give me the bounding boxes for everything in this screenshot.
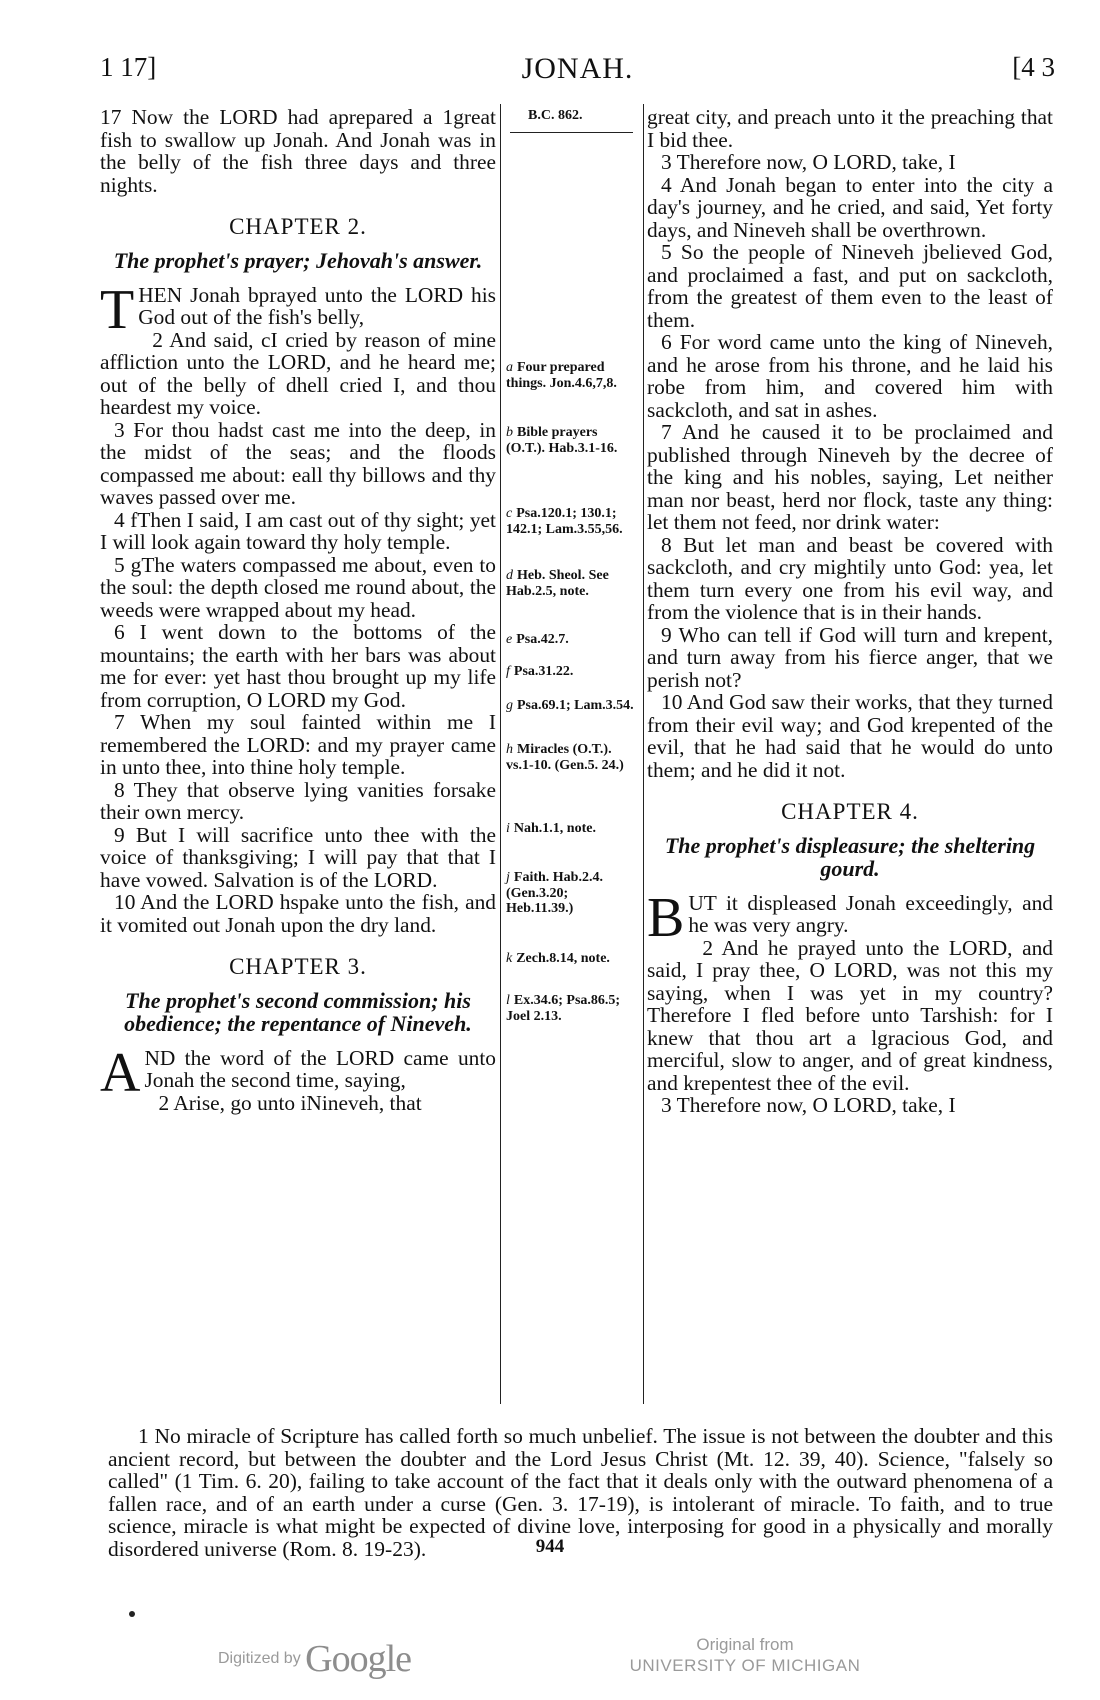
verse-4-1: BUT it displeased Jonah exceedingly, and he was very angry.	[647, 886, 1053, 949]
verse-3-6: 6 For word came unto the king of Nineveh, and he arose from his throne, and he laid his robe from him, and covered him with sackcloth, and sat in ashes.	[647, 330, 1053, 422]
date-note: B.C. 862.	[528, 108, 583, 123]
margin-note-h: h Miracles (O.T.). vs.1-10. (Gen.5. 24.)	[506, 742, 624, 773]
chapter-3-heading: CHAPTER 3.	[229, 954, 367, 979]
verse-2-5: 5 gThe waters compassed me about, even to the soul: the depth closed me round about, the weeds were wrapped about my head.	[100, 552, 496, 622]
verse-2-10: 10 And the LORD hspake unto the fish, and it vomited out Jonah upon the dry land.	[100, 890, 496, 937]
margin-note-k: k Zech.8.14, note.	[506, 951, 610, 966]
original-from-watermark	[625, 1634, 865, 1676]
verse-2-7: 7 When my soul fainted within me I remembered the LORD: and my prayer came in unto thee, into thine holy temple.	[100, 710, 496, 779]
university-text: UNIVERSITY OF MICHIGAN	[629, 1656, 861, 1675]
margin-note-e: e Psa.42.7.	[506, 632, 569, 647]
chapter-2-heading: CHAPTER 2.	[229, 214, 367, 239]
verse-4-2: 2 And he prayed unto the LORD, and said, I pray thee, O LORD, was not this my saying, when I was yet in my country? Therefore I fled before unto Tarshish: for I knew that thou art a lgracious God, and merciful, slow to anger, and of great kindness, and krepentest thee of the evil.	[647, 935, 1053, 1095]
margin-note-a: a Four prepared things. Jon.4.6,7,8.	[506, 360, 617, 391]
verse-3-3: 3 Therefore now, O LORD, take, I	[661, 150, 956, 174]
header-reference-right: [4 3	[1012, 52, 1055, 82]
stray-mark	[129, 1611, 135, 1617]
right-text-column	[647, 106, 1053, 1117]
verse-2-1: THEN Jonah bprayed unto the LORD his God out of the fish's belly,	[100, 278, 496, 341]
google-logo: Google	[305, 1638, 412, 1680]
verse-3-2-end: great city, and preach unto it the preaching that I bid thee.	[647, 105, 1053, 152]
header-reference-left: 1 17]	[100, 52, 157, 82]
chapter-2-summary: The prophet's prayer; Jehovah's answer.	[113, 247, 483, 273]
page-title: JONAH.	[521, 52, 634, 85]
margin-note-l: l Ex.34.6; Psa.86.5; Joel 2.13.	[506, 993, 621, 1024]
chapter-4-heading: CHAPTER 4.	[781, 799, 919, 824]
margin-note-f: f Psa.31.22.	[506, 664, 574, 679]
verse-1-17: 17 Now the LORD had aprepared a 1great fish to swallow up Jonah. And Jonah was in the belly of the fish three days and three nights.	[100, 105, 496, 197]
verse-3-1: AND the word of the LORD came unto Jonah the second time, saying,	[100, 1041, 496, 1104]
original-from-text: Original from	[696, 1635, 794, 1654]
verse-3-8: 8 But let man and beast be covered with sackcloth, and cry mightily unto God: yea, let them turn every one from his evil way, and from the violence that is in their hands.	[647, 532, 1053, 624]
drop-cap-a: A	[100, 1041, 141, 1104]
verse-3-2-start: 2 Arise, go unto iNineveh, that	[158, 1090, 422, 1115]
verse-4-3-start: 3 Therefore now, O LORD, take, I	[661, 1093, 956, 1117]
drop-cap-t: T	[100, 278, 135, 341]
margin-note-j: j Faith. Hab.2.4. (Gen.3.20; Heb.11.39.)	[506, 870, 603, 916]
left-text-column	[100, 106, 496, 1114]
column-divider-right	[643, 104, 644, 1404]
page-number: 944	[535, 1536, 565, 1557]
verse-2-9: 9 But I will sacrifice unto thee with the voice of thanksgiving; I will pay that that I have vowed. Salvation is of the LORD.	[100, 822, 496, 892]
verse-3-5: 5 So the people of Nineveh jbelieved God, and proclaimed a fast, and put on sackcloth, from the greatest of them even to the least of them.	[647, 240, 1053, 332]
footnote-1: 1 No miracle of Scripture has called forth so much unbelief. The issue is not between the doubter and this ancient record, but between the doubter and the Lord Jesus Christ (Mt. 12. 39, 40). Science, "falsely so called" (1 Tim. 6. 20), failing to take account of the fact that it deals only with the outward phenomena of a fallen race, and of an earth under a curse (Gen. 3. 17-19), is intolerant of miracle. To faith, and to true science, miracle is what might be expected of divine love, interposing for good in a physically and morally disordered universe (Rom. 8. 19-23).	[108, 1424, 1053, 1561]
digitized-by-text: Digitized by	[218, 1650, 301, 1667]
verse-3-7: 7 And he caused it to be proclaimed and published through Nineveh by the decree of the king and his nobles, saying, Let neither man nor beast, herd nor flock, taste any thing: let them not feed, nor drink water:	[647, 420, 1053, 534]
chapter-4-summary: The prophet's displeasure; the sheltering gourd.	[664, 832, 1036, 881]
digitized-by-watermark	[218, 1637, 411, 1681]
verse-2-3: 3 For thou hadst cast me into the deep, in the midst of the seas; and the floods compassed me about: eall thy billows and thy waves passed over me.	[100, 417, 496, 509]
margin-note-g: g Psa.69.1; Lam.3.54.	[506, 698, 634, 713]
verse-2-6: 6 I went down to the bottoms of the mountains; the earth with her bars was about me for ever: yet hast thou brought up my life from corruption, O LORD my God.	[100, 620, 496, 712]
bc-underline	[510, 132, 633, 133]
chapter-3-summary: The prophet's second commission; his obedience; the repentance of Nineveh.	[124, 987, 472, 1036]
drop-cap-b: B	[647, 886, 685, 949]
verse-2-8: 8 They that observe lying vanities forsake their own mercy.	[100, 777, 496, 824]
margin-note-c: c Psa.120.1; 130.1; 142.1; Lam.3.55,56.	[506, 506, 623, 537]
verse-3-4: 4 And Jonah began to enter into the city a day's journey, and he cried, and said, Yet forty days, and Nineveh shall be overthrown.	[647, 172, 1053, 242]
verse-2-4: 4 fThen I said, I am cast out of thy sight; yet I will look again toward thy holy temple.	[100, 507, 496, 554]
margin-note-b: b Bible prayers (O.T.). Hab.3.1-16.	[506, 425, 618, 456]
margin-note-d: d Heb. Sheol. See Hab.2.5, note.	[506, 568, 609, 599]
running-header	[100, 52, 1055, 92]
verse-3-9: 9 Who can tell if God will turn and krepent, and turn away from his fierce anger, that we perish not?	[647, 622, 1053, 692]
verse-3-10: 10 And God saw their works, that they turned from their evil way; and God krepented of the evil, that he had said that he would do unto them; and he did it not.	[647, 690, 1053, 782]
verse-2-2: 2 And said, cI cried by reason of mine affliction unto the LORD, and he heard me; out of the belly of dhell cried I, and thou heardest my voice.	[100, 327, 496, 419]
margin-note-i: i Nah.1.1, note.	[506, 821, 596, 836]
column-divider-left	[500, 104, 501, 1404]
